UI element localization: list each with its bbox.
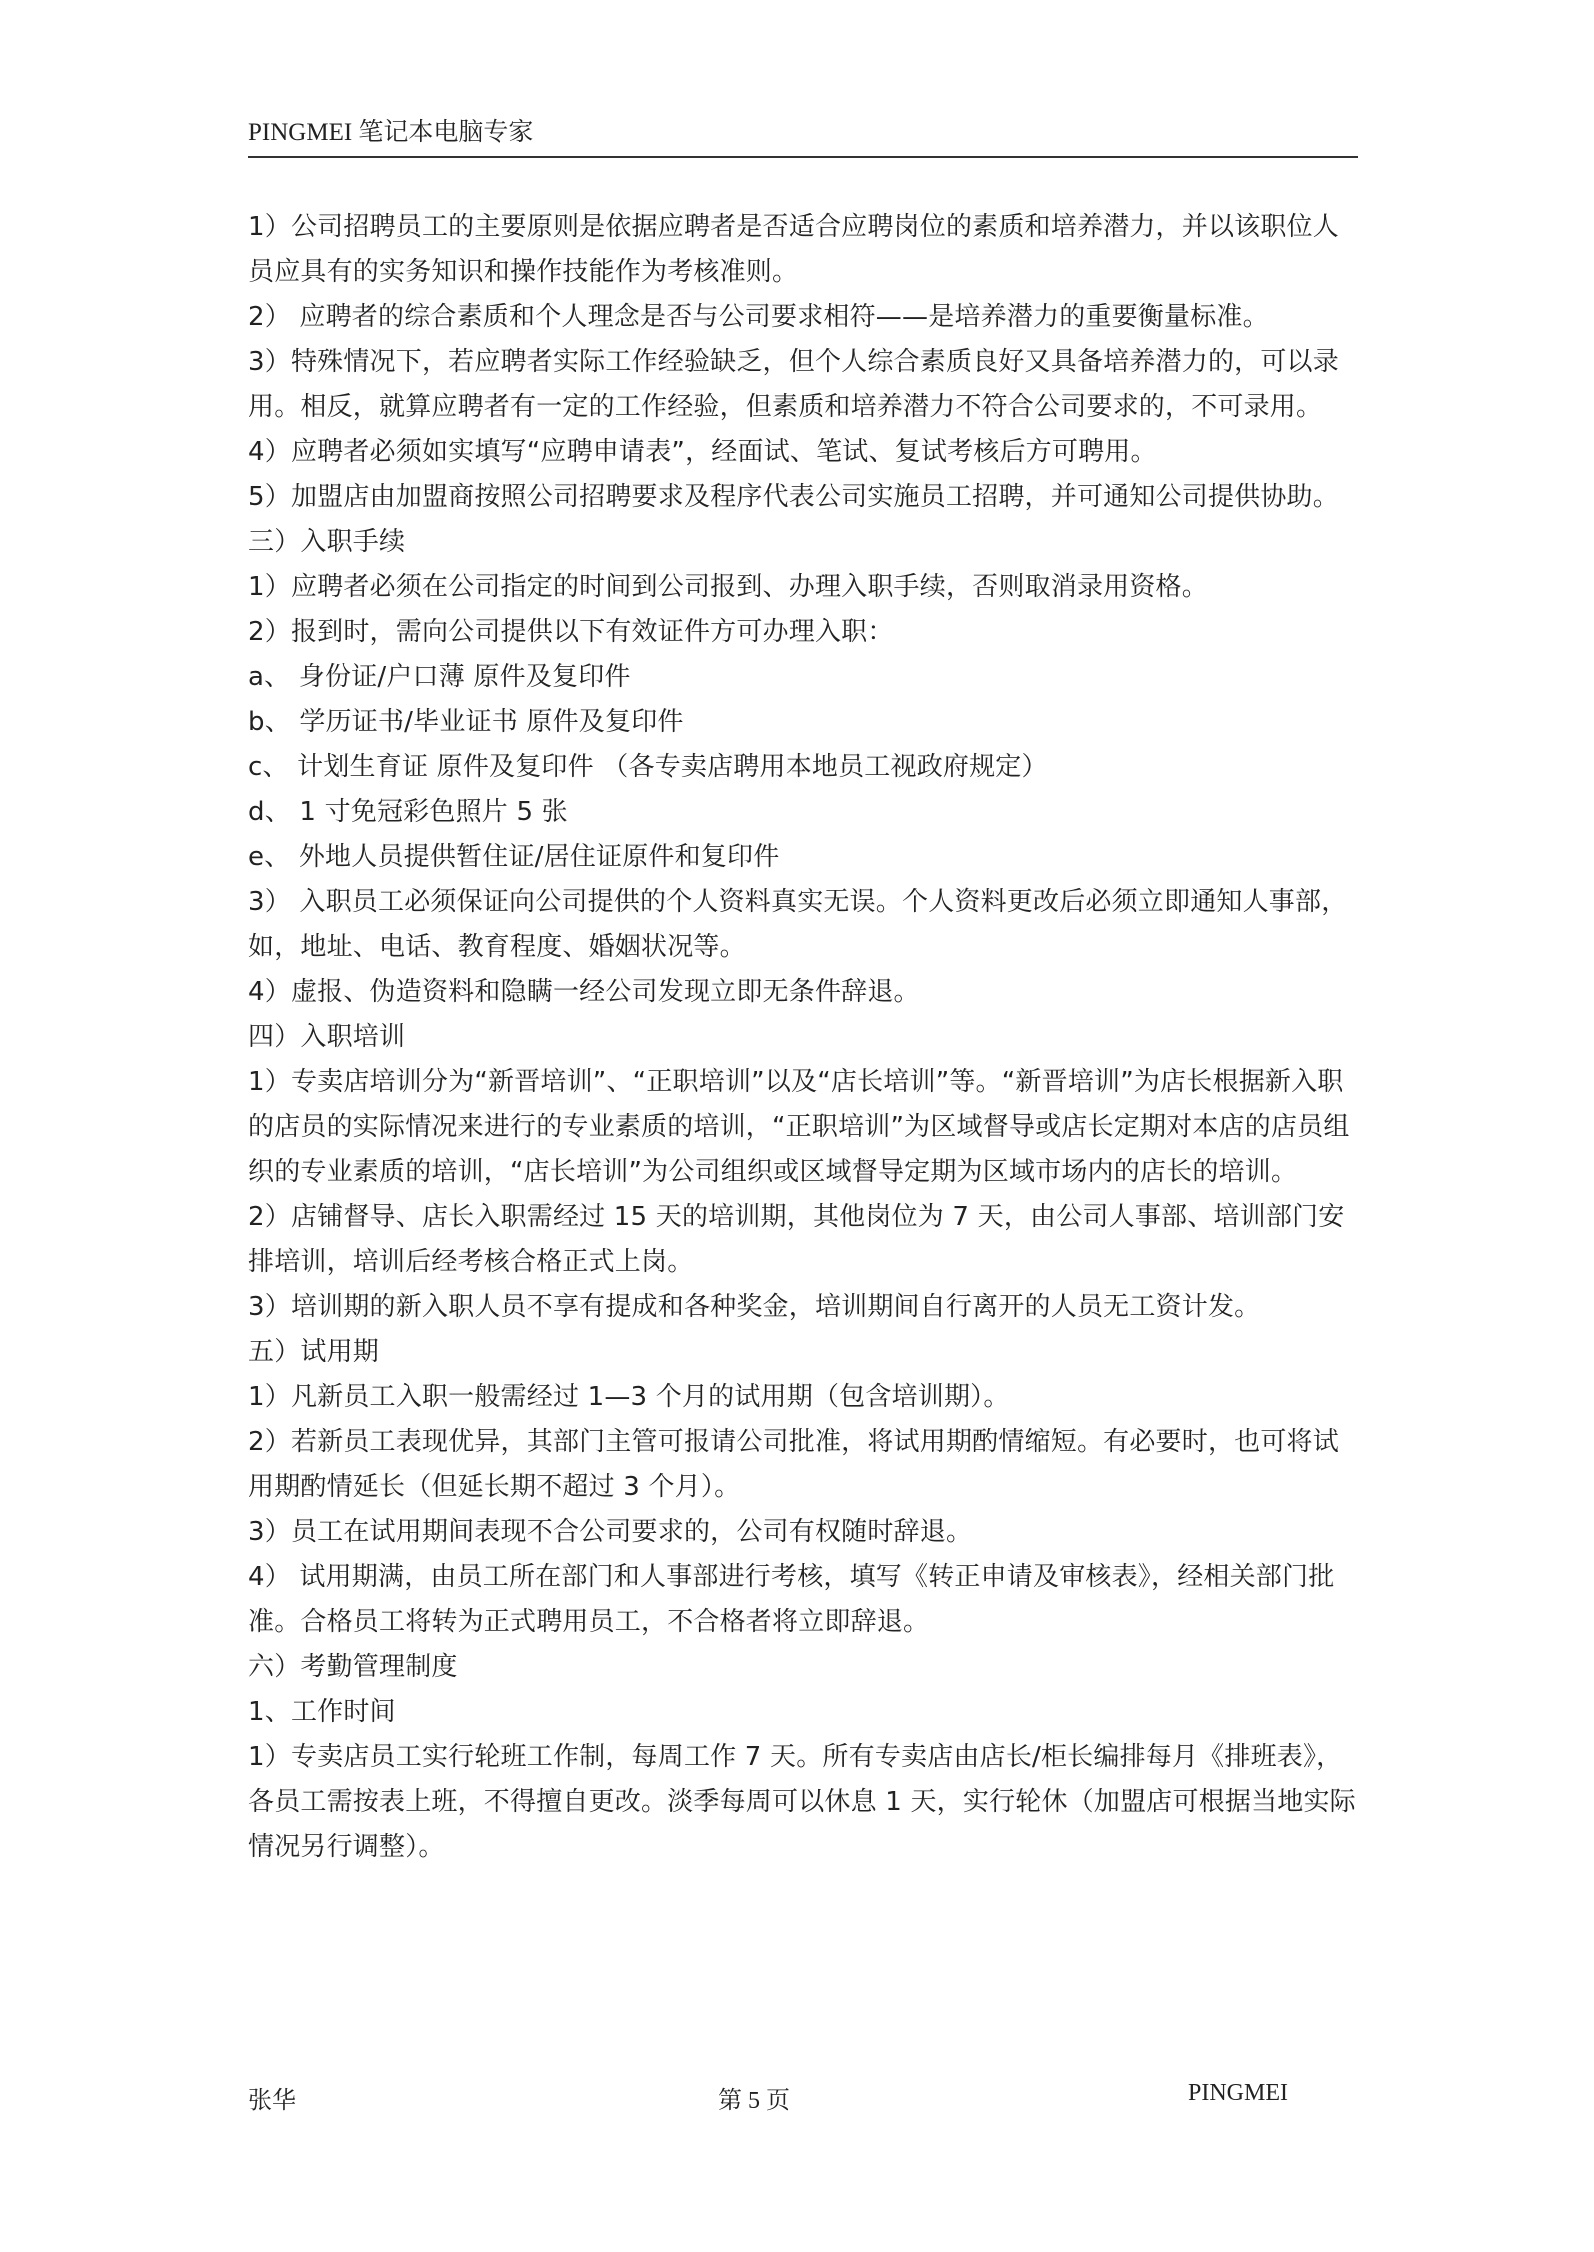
document-body — [248, 205, 1358, 1870]
paragraph: 1）公司招聘员工的主要原则是依据应聘者是否适合应聘岗位的素质和培养潜力，并以该职位人员应具有的实务知识和操作技能作为考核准则。 — [248, 212, 1339, 287]
paragraph: 1）应聘者必须在公司指定的时间到公司报到、办理入职手续，否则取消录用资格。 — [248, 572, 1208, 602]
section-heading: 三）入职手续 — [248, 527, 406, 557]
paragraph: 2）若新员工表现优异，其部门主管可报请公司批准，将试用期酌情缩短。有必要时，也可将试用期酌情延长（但延长期不超过 3 个月）。 — [248, 1427, 1339, 1502]
paragraph: 5）加盟店由加盟商按照公司招聘要求及程序代表公司实施员工招聘，并可通知公司提供协助。 — [248, 482, 1339, 512]
section-heading: 五）试用期 — [248, 1337, 380, 1367]
page-number: 第 5 页 — [718, 2088, 790, 2114]
footer-brand: PINGMEI — [1188, 2080, 1288, 2106]
subsection-heading: 1、工作时间 — [248, 1697, 396, 1727]
paragraph: 3） 入职员工必须保证向公司提供的个人资料真实无误。个人资料更改后必须立即通知人事部，如，地址、电话、教育程度、婚姻状况等。 — [248, 887, 1348, 962]
paragraph: 3）员工在试用期间表现不合公司要求的，公司有权随时辞退。 — [248, 1517, 973, 1547]
header-divider — [248, 156, 1358, 158]
paragraph: 2） 应聘者的综合素质和个人理念是否与公司要求相符——是培养潜力的重要衡量标准。 — [248, 302, 1269, 332]
page-header — [248, 118, 1358, 158]
list-item: c、 计划生育证 原件及复印件 （各专卖店聘用本地员工视政府规定） — [248, 752, 1048, 782]
list-item: d、 1 寸免冠彩色照片 5 张 — [248, 797, 568, 827]
paragraph: 1）专卖店员工实行轮班工作制，每周工作 7 天。所有专卖店由店长/柜长编排每月《排班表》，各员工需按表上班，不得擅自更改。淡季每周可以休息 1 天，实行轮休（加盟店可根据当地实际情况另行调整）。 — [248, 1742, 1356, 1862]
paragraph: 2）报到时，需向公司提供以下有效证件方可办理入职： — [248, 617, 894, 647]
paragraph: 4）应聘者必须如实填写“应聘申请表”，经面试、笔试、复试考核后方可聘用。 — [248, 437, 1157, 467]
paragraph: 2）店铺督导、店长入职需经过 15 天的培训期，其他岗位为 7 天，由公司人事部、培训部门安排培训，培训后经考核合格正式上岗。 — [248, 1202, 1345, 1277]
footer-author: 张华 — [248, 2088, 296, 2114]
paragraph: 4）虚报、伪造资料和隐瞒一经公司发现立即无条件辞退。 — [248, 977, 920, 1007]
paragraph: 3）培训期的新入职人员不享有提成和各种奖金，培训期间自行离开的人员无工资计发。 — [248, 1292, 1261, 1322]
paragraph: 1）专卖店培训分为“新晋培训”、“正职培训”以及“店长培训”等。“新晋培训”为店长根据新入职的店员的实际情况来进行的专业素质的培训，“正职培训”为区域督导或店长定期对本店的店员组织的专业素质的培训，“店长培训”为公司组织或区域督导定期为区域市场内的店长的培训。 — [248, 1067, 1350, 1187]
section-heading: 六）考勤管理制度 — [248, 1652, 458, 1682]
section-heading: 四）入职培训 — [248, 1022, 406, 1052]
list-item: a、 身份证/户口薄 原件及复印件 — [248, 662, 631, 692]
paragraph: 1）凡新员工入职一般需经过 1—3 个月的试用期（包含培训期）。 — [248, 1382, 1010, 1412]
paragraph: 3）特殊情况下，若应聘者实际工作经验缺乏，但个人综合素质良好又具备培养潜力的，可以录用。相反，就算应聘者有一定的工作经验，但素质和培养潜力不符合公司要求的，不可录用。 — [248, 347, 1339, 422]
paragraph: 4） 试用期满，由员工所在部门和人事部进行考核，填写《转正申请及审核表》，经相关部门批准。合格员工将转为正式聘用员工，不合格者将立即辞退。 — [248, 1562, 1335, 1637]
list-item: e、 外地人员提供暂住证/居住证原件和复印件 — [248, 842, 780, 872]
header-title: PINGMEI 笔记本电脑专家 — [248, 119, 534, 146]
page-footer — [248, 2080, 1288, 2120]
list-item: b、 学历证书/毕业证书 原件及复印件 — [248, 707, 684, 737]
